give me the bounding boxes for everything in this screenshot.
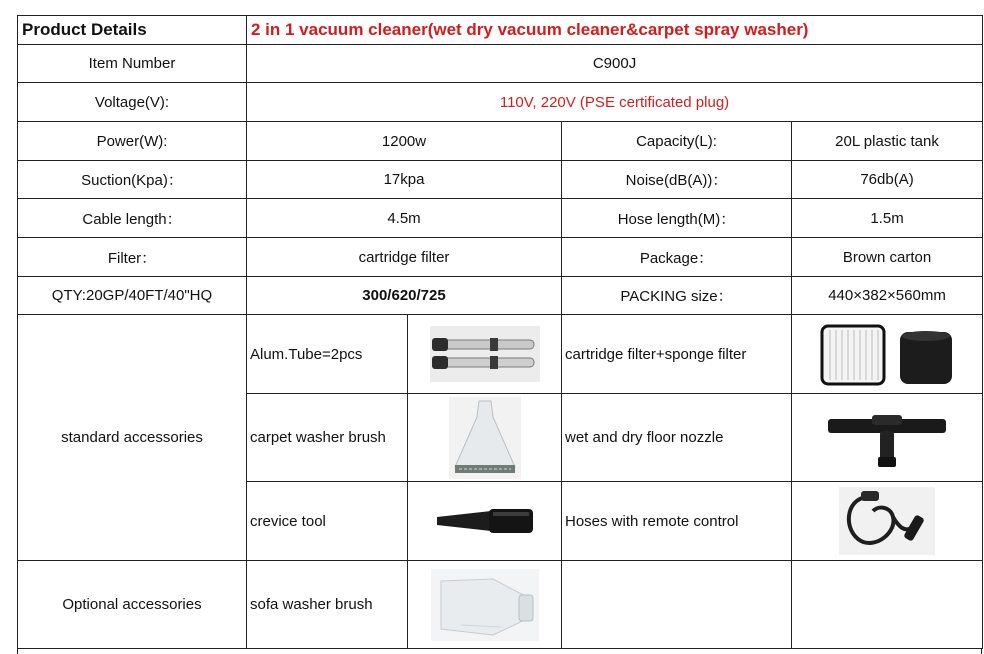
package-value: Brown carton bbox=[792, 238, 983, 277]
accessory-name: sofa washer brush bbox=[247, 561, 408, 649]
hose-length-label: Hose length(M)： bbox=[562, 199, 792, 238]
product-details-label: Product Details bbox=[18, 16, 247, 45]
product-title: 2 in 1 vacuum cleaner(wet dry vacuum cleaner&carpet spray washer) bbox=[247, 16, 983, 45]
suction-label: Suction(Kpa)： bbox=[18, 161, 247, 199]
product-details-table bbox=[17, 15, 983, 649]
voltage-value: 110V, 220V (PSE certificated plug) bbox=[247, 83, 983, 122]
empty-cell bbox=[562, 561, 792, 649]
package-label: Package： bbox=[562, 238, 792, 277]
packing-size-label: PACKING size： bbox=[562, 277, 792, 315]
hose-image bbox=[792, 482, 983, 561]
qty-label: QTY:20GP/40FT/40"HQ bbox=[18, 277, 247, 315]
accessory-name: Hoses with remote control bbox=[562, 482, 792, 561]
power-value: 1200w bbox=[247, 122, 562, 161]
noise-label: Noise(dB(A))： bbox=[562, 161, 792, 199]
capacity-value: 20L plastic tank bbox=[792, 122, 983, 161]
accessory-name: Alum.Tube=2pcs bbox=[247, 315, 408, 394]
crevice-tool-image bbox=[408, 482, 562, 561]
qty-value: 300/620/725 bbox=[247, 277, 562, 315]
empty-cell bbox=[792, 561, 983, 649]
accessory-name: cartridge filter+sponge filter bbox=[562, 315, 792, 394]
power-label: Power(W): bbox=[18, 122, 247, 161]
filters-image bbox=[792, 315, 983, 394]
filter-label: Filter： bbox=[18, 238, 247, 277]
voltage-label: Voltage(V): bbox=[18, 83, 247, 122]
suction-value: 17kpa bbox=[247, 161, 562, 199]
filter-value: cartridge filter bbox=[247, 238, 562, 277]
floor-nozzle-image bbox=[792, 394, 983, 482]
aluminum-tubes-image bbox=[408, 315, 562, 394]
accessory-name: crevice tool bbox=[247, 482, 408, 561]
capacity-label: Capacity(L): bbox=[562, 122, 792, 161]
hose-length-value: 1.5m bbox=[792, 199, 983, 238]
noise-value: 76db(A) bbox=[792, 161, 983, 199]
packing-size-value: 440×382×560mm bbox=[792, 277, 983, 315]
item-number-value: C900J bbox=[247, 45, 983, 83]
sofa-brush-image bbox=[408, 561, 562, 649]
optional-accessories-label: Optional accessories bbox=[18, 561, 247, 649]
accessory-name: carpet washer brush bbox=[247, 394, 408, 482]
carpet-brush-image bbox=[408, 394, 562, 482]
accessory-name: wet and dry floor nozzle bbox=[562, 394, 792, 482]
cable-length-value: 4.5m bbox=[247, 199, 562, 238]
table-continuation bbox=[17, 648, 982, 654]
item-number-label: Item Number bbox=[18, 45, 247, 83]
standard-accessories-label: standard accessories bbox=[18, 315, 247, 561]
cable-length-label: Cable length： bbox=[18, 199, 247, 238]
